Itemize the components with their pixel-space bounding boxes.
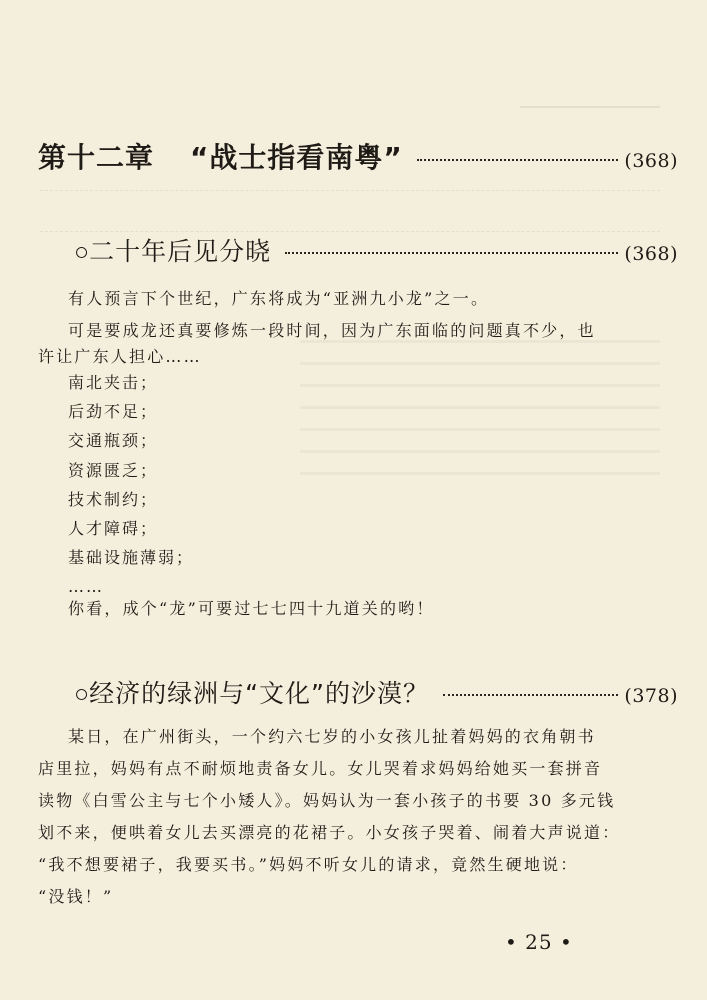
section-title: 二十年后见分晓 (89, 237, 272, 266)
body-line: “没钱！” (38, 887, 114, 906)
circle-bullet-icon: ○ (74, 237, 90, 266)
chapter-number: 第十二章 (38, 141, 155, 174)
list-item: 基础设施薄弱； (68, 548, 195, 568)
bleed-through-decoration (40, 190, 660, 232)
page-number: • 25 • (505, 930, 573, 954)
body-line: 划不来，便哄着女儿去买漂亮的花裙子。小女孩子哭着、闹着大声说道： (38, 823, 621, 842)
body-line: “我不想要裙子，我要买书。”妈妈不听女儿的请求，竟然生硬地说： (38, 855, 579, 874)
intro-line: 有人预言下个世纪，广东将成为“亚洲九小龙”之一。 (68, 289, 490, 308)
problem-list (68, 368, 194, 602)
list-item: 交通瓶颈； (68, 431, 159, 451)
body-line: 读物《白雪公主与七个小矮人》。妈妈认为一套小孩子的书要 30 多元钱 (38, 791, 616, 810)
list-item: 人才障碍； (68, 518, 159, 538)
list-item: 南北夹击； (68, 373, 159, 392)
section-heading-2 (74, 674, 678, 708)
chapter-title: “战士指看南粤” (190, 141, 403, 174)
closing-line: 你看，成个“龙”可要过七七四十九道关的哟！ (68, 599, 435, 618)
dot-leader (417, 159, 619, 161)
dot-leader (443, 694, 618, 696)
intro-line: 可是要成龙还真要修炼一段时间，因为广东面临的问题真不少，也 (68, 321, 596, 340)
section-page-ref: (378) (624, 685, 678, 707)
dot-leader (285, 252, 618, 254)
circle-bullet-icon: ○ (74, 679, 90, 708)
list-item: 技术制约； (68, 489, 159, 509)
intro-line: 许让广东人担心…… (38, 347, 202, 366)
body-line: 店里拉，妈妈有点不耐烦地责备女儿。女儿哭着求妈妈给她买一套拼音 (38, 759, 603, 778)
bleed-through-decoration (300, 340, 660, 490)
chapter-page-ref: (368) (624, 150, 678, 172)
section-page-ref: (368) (624, 243, 678, 265)
section-heading-1 (74, 232, 678, 266)
list-item: …… (68, 577, 104, 597)
body-line: 某日，在广州街头，一个约六七岁的小女孩儿扯着妈妈的衣角朝书 (68, 727, 596, 746)
list-item: 资源匮乏； (68, 460, 159, 480)
bleed-through-decoration (520, 92, 660, 108)
chapter-heading (38, 136, 678, 178)
list-item: 后劲不足； (68, 402, 159, 422)
section-title: 经济的绿洲与“文化”的沙漠？ (89, 679, 430, 708)
